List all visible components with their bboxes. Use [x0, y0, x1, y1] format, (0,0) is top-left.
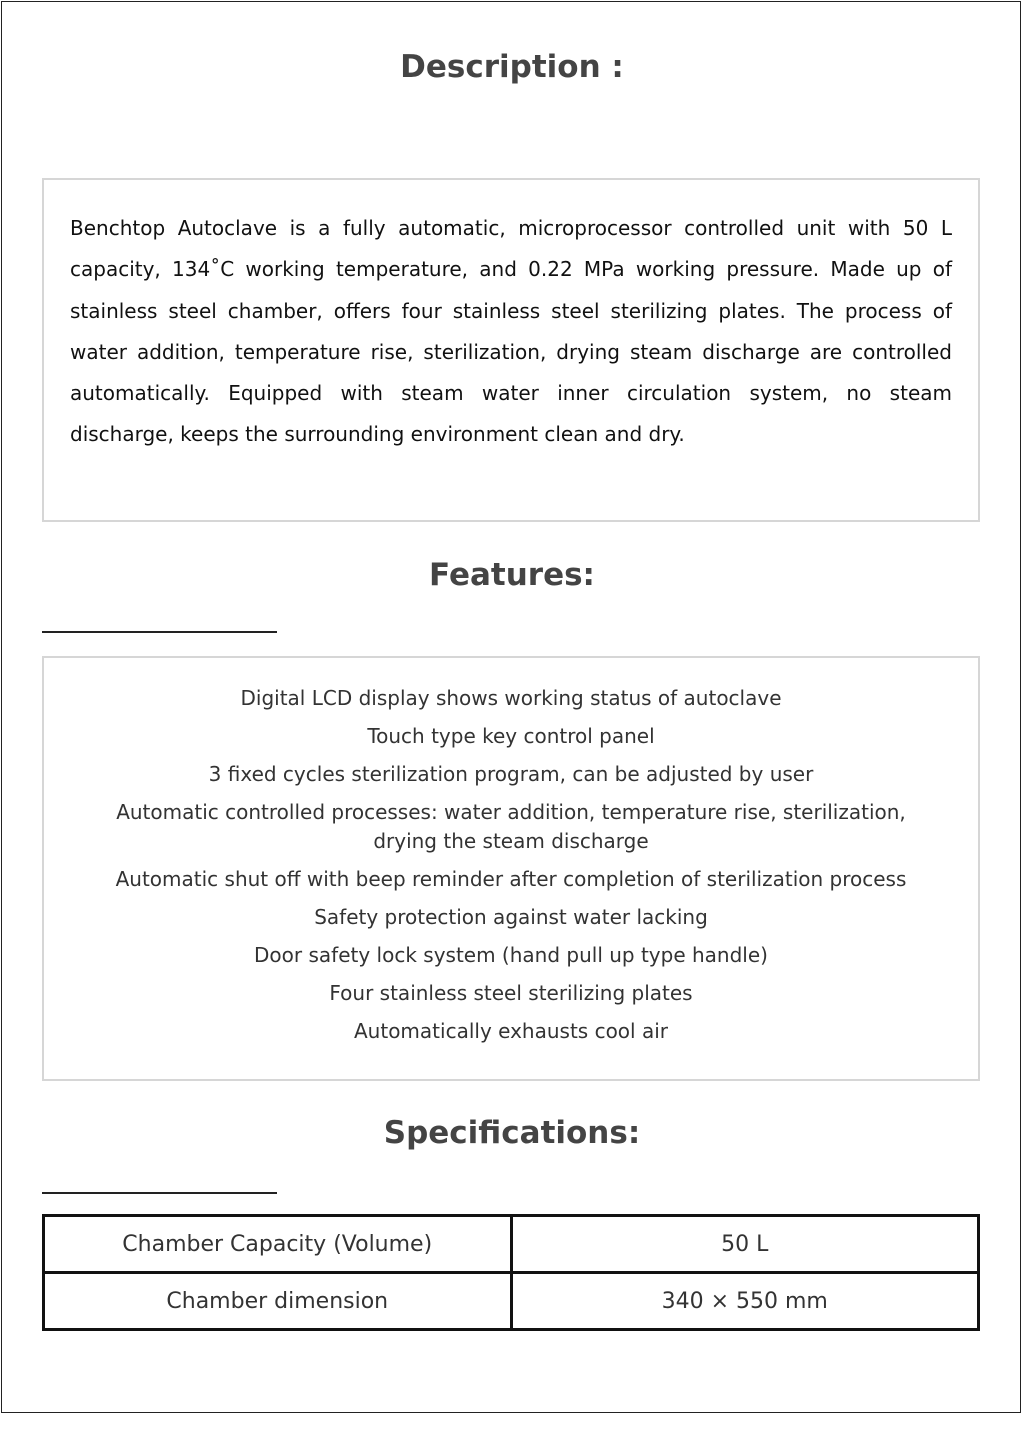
description-heading: Description :: [400, 49, 624, 85]
feature-item: Four stainless steel sterilizing plates: [329, 981, 693, 1005]
feature-item: Door safety lock system (hand pull up type handle): [254, 943, 768, 967]
spec-label: Chamber Capacity (Volume): [44, 1216, 512, 1273]
feature-item: 3 fixed cycles sterilization program, can be adjusted by user: [208, 762, 814, 786]
table-row: [44, 1216, 979, 1273]
specifications-heading: Specifications:: [383, 1115, 641, 1151]
features-box: [42, 656, 980, 1081]
feature-item: Digital LCD display shows working status of autoclave: [240, 686, 782, 710]
feature-item: Safety protection against water lacking: [314, 905, 708, 929]
features-list: [84, 684, 938, 1046]
spec-value: 340 × 550 mm: [511, 1273, 979, 1330]
specifications-table: [42, 1214, 980, 1331]
features-heading: Features:: [429, 557, 595, 593]
description-text: Benchtop Autoclave is a fully automatic, microprocessor controlled unit with 50 L capacity, 134˚C working temperature, and 0.22 MPa working pressure. Made up of stainless steel chamber, offers four stainless steel sterilizing plates. The process of water addition, temperature rise, sterilization, drying steam discharge are controlled automatically. Equipped with steam water inner circulation system, no steam discharge, keeps the surrounding environment clean and dry.: [70, 216, 952, 447]
feature-item: Touch type key control panel: [367, 724, 655, 748]
feature-item: Automatic controlled processes: water addition, temperature rise, sterilization, drying the steam discharge: [116, 800, 906, 853]
feature-item: Automatic shut off with beep reminder after completion of sterilization process: [115, 867, 907, 891]
spec-value: 50 L: [511, 1216, 979, 1273]
specifications-divider: [42, 1192, 277, 1194]
table-row: [44, 1273, 979, 1330]
description-box: [42, 178, 980, 522]
feature-item: Automatically exhausts cool air: [354, 1019, 668, 1043]
features-divider: [42, 631, 277, 633]
spec-label: Chamber dimension: [44, 1273, 512, 1330]
